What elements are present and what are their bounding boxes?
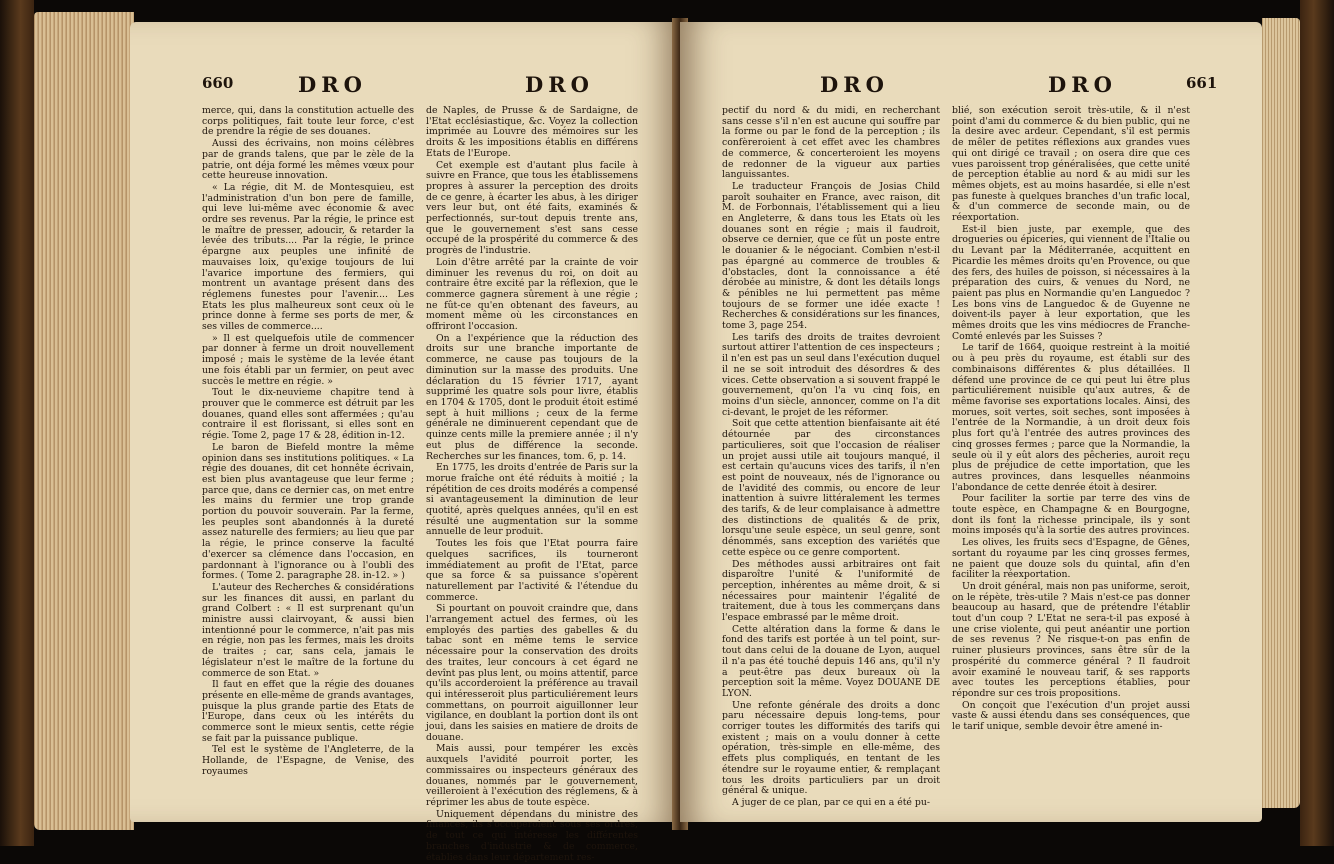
paragraph: Soit que cette attention bienfaisante ait été détournée par des circonstances particulieres, soit que l'occasion de réaliser un projet aussi utile ait toujours manqué, il est certain qu'aucuns vices des tarifs, il n'en est point de nouveaux, nés de l'ignorance ou de l'avidité des commis, ou encore de leur inattention à suivre littéralement les termes des tarifs, & de leur complaisance à admettre des distinctions de qualités & de prix, lorsqu'une seule espèce, un seul genre, sont dénommés, sans exception des variétés que cette espèce ou ce genre comportent. [722,418,940,558]
paragraph: Cet exemple est d'autant plus facile à suivre en France, que tous les établissemens propres à assurer la perception des droits de ce genre, à écarter les abus, à les diriger vers leur but, ont été faits, examinés & perfectionnés, sur-tout depuis trente ans, que le gouvernement s'est sans cesse occupé de la prospérité du commerce & des progrès de l'industrie. [426,159,638,257]
paragraph: Une refonte générale des droits a donc paru nécessaire depuis long-tems, pour corriger toutes les difformités des tarifs qui existent ; mais on a voulu donner à cette opération, très-simple en elle-même, des effets plus compliqués, en tentant de les étendre sur le royaume entier, & remplaçant tous les droits particuliers par un droit général & unique. [722,699,940,797]
left-page [130,22,678,863]
page-number: 660 [202,74,234,92]
left-page-header [130,74,678,100]
paragraph: Les olives, les fruits secs d'Espagne, de Gênes, sortant du royaume par les cinq grosses fermes, ne paient que douze sols du quintal, afin d'en faciliter la réexportation. [952,537,1190,581]
paragraph: de Naples, de Prusse & de Sardaigne, de l'Etat ecclésiastique, &c. Voyez la collection imprimée au Louvre des mémoires sur les droits & les impositions établis en différens Etats de l'Europe. [426,105,638,159]
paragraph: Si pourtant on pouvoit craindre que, dans l'arrangement actuel des fermes, où les employés des parties des gabelles & du tabac sont en même tems le service nécessaire pour la conservation des droits des traites, leur concours à cet égard ne devînt pas plus lent, ou moins attentif, parce qu'ils accorderoient la préférence au travail qui intéresseroit plus particuliérement leurs commettans, on pourroit aiguillonner leur vigilance, en doublant la portion dont ils ont joui, dans les saisies en matiere de droits de douane. [426,603,638,743]
paragraph: Le traducteur François de Josias Child paroît souhaiter en France, avec raison, dit M. de Forbonnais, l'établissement qui a lieu en Angleterre, & dans tous les Etats où les douanes sont en régie ; mais il faudroit, observe ce dernier, que ce fût un poste entre le douanier & le négociant. Combien n'est-il pas épargné au commerce de troubles & d'obstacles, dont la connoissance a été dérobée au ministre, & dont les détails longs & pénibles ne lui permettent pas même toujours de se former une idée exacte ! Recherches & considérations sur les finances, tome 3, page 254. [722,180,940,332]
book-cover-left [0,0,34,846]
paragraph: Mais aussi, pour tempérer les excès auxquels l'avidité pourroit porter, les commissaires ou inspecteurs généraux des douanes, nommés par le gouvernement, veilleroient à l'exécution des réglemens, & à réprimer les abus de toute espèce. [426,743,638,808]
paragraph: On conçoit que l'exécution d'un projet aussi vaste & aussi étendu dans ses conséquences, que le tarif unique, semble devoir être amené in- [952,699,1190,733]
paragraph: Toutes les fois que l'Etat pourra faire quelques sacrifices, ils tourneront immédiatement au profit de l'Etat, parce que sa force & sa puissance s'opèrent naturellement par l'activité & l'étendue du commerce. [426,538,638,603]
paragraph: Loin d'être arrêté par la crainte de voir diminuer les revenus du roi, on doit au contraire être excité par la réflexion, que le commerce gagnera sûrement à une régie ; ne fût-ce qu'en obtenant des faveurs, au moment même où les circonstances en offriront l'occasion. [426,256,638,333]
running-head: DRO [1048,72,1117,97]
paragraph: Un droit général, mais non pas uniforme, seroit, on le répète, très-utile ? Mais n'est-ce pas donner beaucoup au hasard, que de prétendre l'établir tout d'un coup ? L'Etat ne sera-t-il pas exposé à une crise violente, qui peut anéantir une portion de ses revenus ? Ne risque-t-on pas enfin de ruiner plusieurs provinces, sans être sûr de la prospérité du commerce général ? Il faudroit avoir examiné le nouveau tarif, & ses rapports avec toutes les perceptions établies, pour répondre sur ces trois propositions. [952,580,1190,699]
paragraph: Le baron de Biefeld montre la même opinion dans ses institutions politiques. « La régie des douanes, dit cet honnête écrivain, est bien plus avantageuse que leur ferme ; parce que, dans ce dernier cas, on met entre les mains du fermier une trop grande portion du pouvoir souverain. Par la ferme, les peuples sont abandonnés à la dureté assez naturelle des fermiers; au lieu que par la régie, le prince conserve la faculté d'exercer sa clémence dans l'occasion, en pardonnant à l'ignorance ou à l'oubli des formes. ( Tome 2. paragraphe 28. in-12. » ) [202,441,414,582]
paragraph: merce, qui, dans la constitution actuelle des corps politiques, fait toute leur force, c'est de prendre la régie de ses douanes. [202,105,414,138]
paragraph: Est-il bien juste, par exemple, que des drogueries ou épiceries, qui viennent de l'Italie ou du Levant par la Méditerranée, acquittent en Picardie les mêmes droits qu'en Provence, ou que des fers, des huiles de poisson, si nécessaires à la préparation des cuirs, & venues du Nord, ne paient pas plus en Normandie qu'en Languedoc ? Les bons vins de Languedoc & de Guyenne ne doivent-ils payer à leur exportation, que les mêmes droits que les vins médiocres de Franche-Comté enlevés par les Suisses ? [952,223,1190,342]
paragraph: Cette altération dans la forme & dans le fond des tarifs est portée à un tel point, sur-tout dans celui de la douane de Lyon, auquel il n'a pas été touché depuis 146 ans, qu'il n'y a peut-être pas deux bureaux où la perception soit la même. Voyez DOUANE DE LYON. [722,623,940,699]
running-head: DRO [525,72,594,97]
paragraph: En 1775, les droits d'entrée de Paris sur la morue fraîche ont été réduits à moitié ; la répétition de ces droits modérés a compensé si avantageusement la diminution de leur quotité, après quelques années, qu'il en est résulté une augmentation sur la somme annuelle de leur produit. [426,462,638,538]
page-edges-left [34,12,134,830]
page-edges-right [1262,18,1300,808]
right-page-header [680,74,1262,100]
paragraph: Tout le dix-neuvieme chapitre tend à prouver que le commerce est détruit par les douanes, quand elles sont affermées ; qu'au contraire il est florissant, si elles sont en régie. Tome 2, page 17 & 28, édition in-12. [202,387,414,442]
paragraph: Uniquement dépendans du ministre des finances, ils s'occuperoient sous ses ordres, de tout ce qui intéresse les différentes branches d'industrie & de commerce, établies dans leur département res- [426,808,638,863]
paragraph: » Il est quelquefois utile de commencer par donner à ferme un droit nouvellement imposé ; mais le système de la levée étant une fois établi par un fermier, on peut avec succès le mettre en régie. » [202,332,414,387]
page-number: 661 [1186,74,1218,92]
paragraph: pectif du nord & du midi, en recherchant sans cesse s'il n'en est aucune qui souffre par la forme ou par le fond de la perception ; ils confèreroient à cet effet avec les chambres de commerce, & concerteroient les moyens de redonner de la vigueur aux parties languissantes. [722,105,940,181]
paragraph: Le tarif de 1664, quoique restreint à la moitié ou à peu près du royaume, est établi sur des combinaisons différentes & plus détaillées. Il défend une province de ce qui peut lui être plus particuliérement nuisible qu'aux autres, & de même favorise ses exportations locales. Ainsi, des morues, soit vertes, soit seches, sont imposées à l'entrée de la Normandie, à un droit deux fois plus fort qu'à l'entrée des autres provinces des cinq grosses fermes ; parce que la Normandie, la seule où il y eût alors des pêcheries, auroit reçu plus de préjudice de cette importation, que les autres provinces, dans lesquelles néanmoins l'abondance de cette denrée étoit à desirer. [952,342,1190,493]
paragraph: Il faut en effet que la régie des douanes présente en elle-même de grands avantages, puisque la plus grande partie des Etats de l'Europe, dans ceux où les intérêts du commerce sont le mieux sentis, cette régie se fait par la puissance publique. [202,679,414,744]
text-column [952,106,1190,734]
running-head: DRO [298,72,367,97]
paragraph: Les tarifs des droits de traites devroient surtout attirer l'attention de ces inspecteurs ; il n'en est pas un seul dans l'exécution duquel il ne se soit introduit des désordres & des vices. Cette observation a si souvent frappé le gouvernement, qu'on l'a vu cinq fois, en moins d'un siècle, annoncer, comme on l'a dit ci-devant, le projet de les réformer. [722,331,940,418]
paragraph: L'auteur des Recherches & considérations sur les finances dit aussi, en parlant du grand Colbert : « Il est surprenant qu'un ministre aussi clairvoyant, & aussi bien intentionné pour le commerce, n'ait pas mis en régie, non pas les fermes, mais les droits de traites ; car, sans cela, jamais le législateur n'est le maître de la fortune du commerce de son Etat. » [202,581,414,679]
paragraph: Tel est le système de l'Angleterre, de la Hollande, de l'Espagne, de Venise, des royaumes [202,744,414,777]
book-cover-right [1300,0,1334,846]
right-page [680,22,1262,822]
paragraph: A juger de ce plan, par ce qui en a été pu- [732,797,930,808]
paragraph: On a l'expérience que la réduction des droits sur une branche importante de commerce, ne cause pas toujours de la diminution sur la masse des produits. Une déclaration du 15 février 1717, ayant supprimé les quatre sols pour livre, établis en 1704 & 1705, dont le produit étoit estimé sept à huit millions ; ceux de la ferme générale ne diminuerent cependant que de quinze cents mille la premiere année ; il n'y eut plus de différence la seconde. Recherches sur les finances, tom. 6, p. 14. [426,332,638,462]
text-column [202,106,414,779]
paragraph: Des méthodes aussi arbitraires ont fait disparoître l'unité & l'uniformité de perception, inhérentes au même droit, & si nécessaires pour maintenir l'égalité de traitement, due à tous les commerçans dans l'espace embrassé par le même droit. [722,558,940,624]
paragraph: « La régie, dit M. de Montesquieu, est l'administration d'un bon pere de famille, qui leve lui-même avec économie & avec ordre ses revenus. Par la régie, le prince est le maître de presser, adoucir, & retarder la levée des tributs.... Par la régie, le prince épargne aux peuples une infinité de mauvaises loix, qu'exige toujours de lui l'avarice importune des fermiers, qui montrent un avantage présent dans des réglemens funestes pour l'avenir.... Les Etats les plus malheureux sont ceux où le prince donne à ferme ses ports de mer, & ses villes de commerce.... [202,181,414,333]
text-column [426,106,638,864]
running-head: DRO [820,72,889,97]
paragraph: Aussi des écrivains, non moins célèbres par de grands talens, que par le zèle de la patrie, ont déja formé les mêmes vœux pour cette heureuse innovation. [202,138,414,182]
paragraph: Pour faciliter la sortie par terre des vins de toute espèce, en Champagne & en Bourgogne, dont ils font la richesse principale, ils y sont moins imposés qu'à la sortie des autres provinces. [952,493,1190,537]
paragraph: blié, son exécution seroit très-utile, & il n'est point d'ami du commerce & du bien public, qui ne la desire avec ardeur. Cependant, s'il est permis de mêler de petites réflexions aux grandes vues qui ont dirigé ce travail ; on osera dire que ces vues paroissent trop généralisées, que cette unité de perception établie au nord & au midi sur les mêmes objets, est au moins hasardée, si elle n'est pas funeste à quelques branches d'un trafic local, & d'un commerce de seconde main, ou de réexportation. [952,105,1190,224]
text-column [722,106,940,810]
